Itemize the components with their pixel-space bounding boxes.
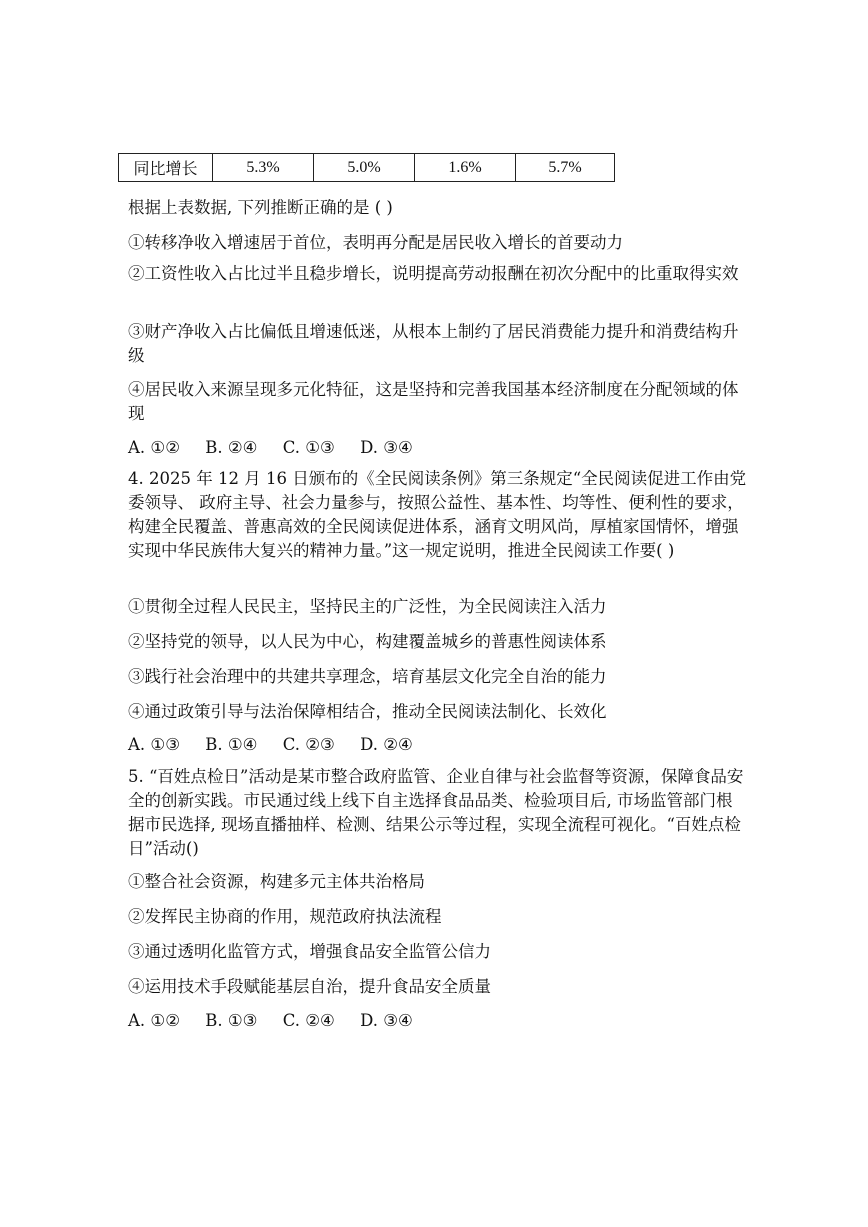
- q3-options: [128, 437, 433, 459]
- q3-item-3: ③财产净收入占比偏低且增速低迷，从根本上制约了居民消费能力提升和消费结构升级: [128, 322, 739, 365]
- option-d: D. ③④: [360, 1011, 413, 1030]
- q4-stem: 4. 2025 年 12 月 16 日颁布的《全民阅读条例》第三条规定“全民阅读促进工作由党委领导、 政府主导、社会力量参与，按照公益性、基本性、均等性、便利性的要求，构建全民覆盖、普惠高效的全民阅读促进体系，涵育文明风尚，厚植家国情怀，增强实现中华民族伟大复兴的精神力量。”这一规定说明，推进全民阅读工作要( ): [128, 469, 747, 560]
- option-a: A. ①②: [128, 1011, 180, 1030]
- option-a: A. ①②: [128, 438, 180, 457]
- table-cell: 5.7%: [516, 154, 615, 182]
- q4-item-3: ③践行社会治理中的共建共享理念，培育基层文化完全自治的能力: [128, 667, 607, 686]
- table-row: [119, 154, 615, 182]
- table-cell: 5.3%: [213, 154, 314, 182]
- option-b: B. ①④: [205, 735, 258, 754]
- option-d: D. ②④: [360, 735, 413, 754]
- q4-item-2: ②坚持党的领导，以人民为中心，构建覆盖城乡的普惠性阅读体系: [128, 632, 607, 651]
- q3-item-4: ④居民收入来源呈现多元化特征，这是坚持和完善我国基本经济制度在分配领域的体现: [128, 380, 739, 423]
- option-d: D. ③④: [360, 438, 413, 457]
- q5-item-2: ②发挥民主协商的作用，规范政府执法流程: [128, 907, 442, 926]
- q3-stem: 根据上表数据, 下列推断正确的是 ( ): [128, 198, 393, 217]
- q5-item-4: ④运用技术手段赋能基层自治，提升食品安全质量: [128, 977, 491, 996]
- q3-item-1: ①转移净收入增速居于首位，表明再分配是居民收入增长的首要动力: [128, 233, 623, 252]
- option-b: B. ①③: [205, 1011, 258, 1030]
- q3-item-2: ②工资性收入占比过半且稳步增长，说明提高劳动报酬在初次分配中的比重取得实效: [128, 264, 739, 283]
- table-cell: 5.0%: [314, 154, 415, 182]
- q5-stem: 5. “百姓点检日”活动是某市整合政府监管、企业自律与社会监督等资源，保障食品安全的创新实践。市民通过线上线下自主选择食品品类、检验项目后, 市场监管部门根据市民选择, 现场直播抽样、检测、结果公示等过程，实现全流程可视化。“百姓点检日”活动(): [128, 767, 744, 858]
- table-row-label: 同比增长: [119, 154, 213, 182]
- q4-item-1: ①贯彻全过程人民民主，坚持民主的广泛性，为全民阅读注入活力: [128, 597, 607, 616]
- option-c: C. ②④: [282, 1011, 335, 1030]
- q5-item-3: ③通过透明化监管方式，增强食品安全监管公信力: [128, 942, 491, 961]
- option-a: A. ①③: [128, 735, 180, 754]
- q4-options: [128, 734, 433, 756]
- option-c: C. ①③: [282, 438, 335, 457]
- q5-options: [128, 1010, 433, 1032]
- option-b: B. ②④: [205, 438, 258, 457]
- q5-item-1: ①整合社会资源，构建多元主体共治格局: [128, 872, 425, 891]
- growth-table: [118, 153, 615, 182]
- table-cell: 1.6%: [415, 154, 516, 182]
- q4-item-4: ④通过政策引导与法治保障相结合，推动全民阅读法制化、长效化: [128, 702, 607, 721]
- option-c: C. ②③: [282, 735, 335, 754]
